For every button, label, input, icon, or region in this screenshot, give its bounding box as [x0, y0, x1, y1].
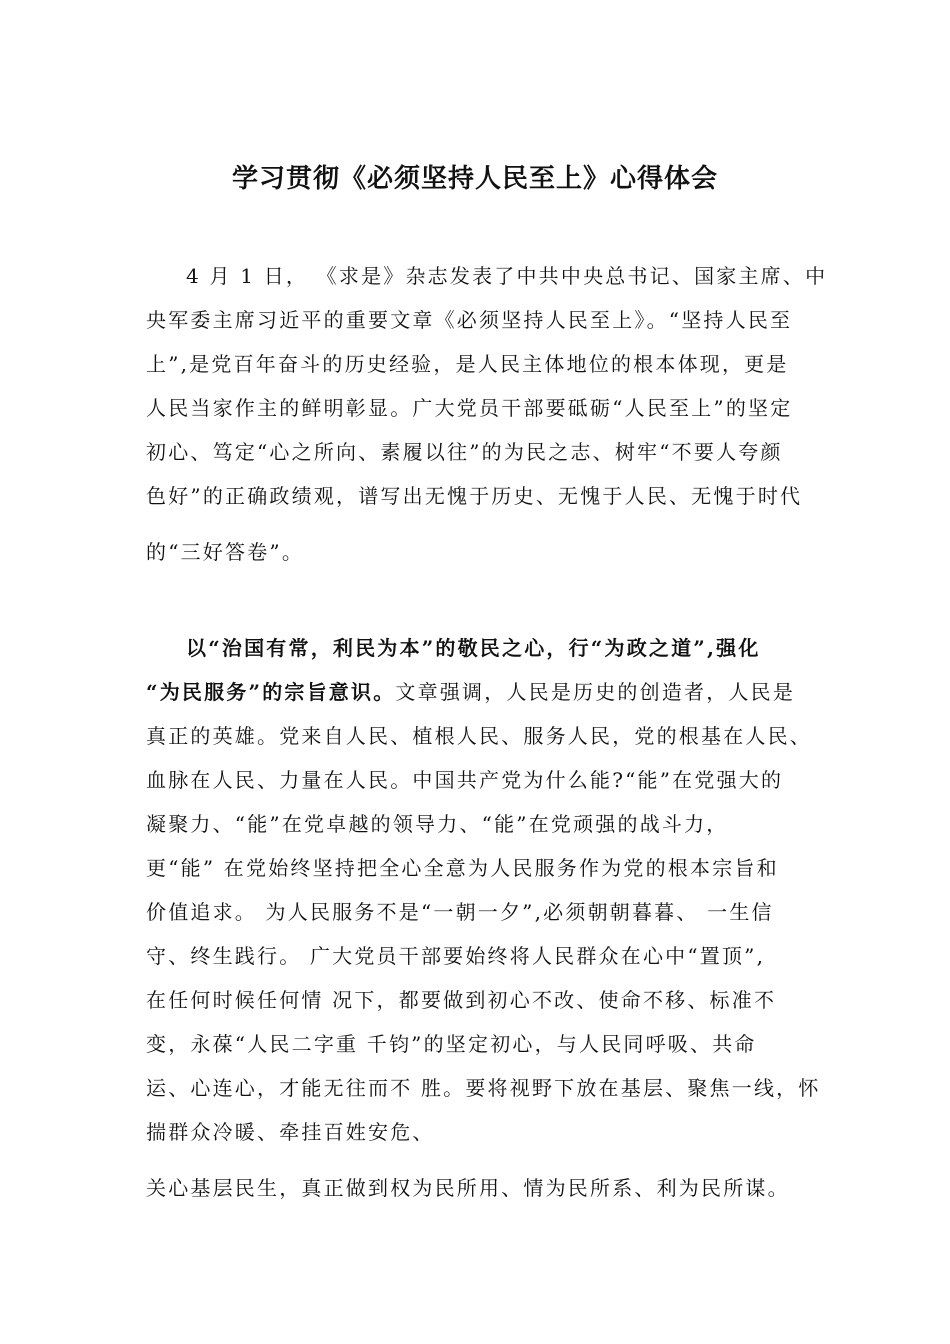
paragraph1-line-2: 央军委主席习近平的重要文章《必须坚持人民至上》。“坚持人民至	[146, 308, 793, 332]
paragraph1-line-6: 色好”的正确政绩观，谱写出无愧于历史、无愧于人民、无愧于时代	[146, 484, 803, 508]
paragraph2-line-13: 关心基层民生，真正做到权为民所用、情为民所系、利为民所谋。	[146, 1176, 790, 1200]
paragraph2-line-9: 在任何时候任何情 况下，都要做到初心不改、使命不移、标准不	[146, 988, 777, 1012]
paragraph2-line-8: 守、终生践行。 广大党员干部要始终将人民群众在心中“置顶”,	[146, 944, 766, 968]
paragraph2-line-5: 凝聚力、“能”在党卓越的领导力、“能”在党顽强的战斗力，	[146, 812, 729, 836]
paragraph2-heading-line-2: “为民服务”的宗旨意识。	[146, 680, 396, 704]
paragraph2-line-6: 更“能” 在党始终坚持把全心全意为人民服务作为党的根本宗旨和	[146, 856, 779, 880]
paragraph2-line-10: 变，永葆“人民二字重 千钧”的坚定初心，与人民同呼吸、共命	[146, 1032, 757, 1056]
paragraph2-line-11: 运、心连心，才能无往而不 胜。要将视野下放在基层、聚焦一线，怀	[146, 1076, 821, 1100]
paragraph2-line-2	[146, 678, 795, 706]
paragraph2-heading-line-1: 以“治国有常，利民为本”的敬民之心，行“为政之道”,强化	[186, 636, 761, 660]
paragraph1-line-4: 人民当家作主的鲜明彰显。广大党员干部要砥砺“人民至上”的坚定	[146, 396, 793, 420]
paragraph1-line-7: 的“三好答卷”。	[146, 540, 305, 564]
paragraph1-line-1: 4 月 1 日， 《求是》杂志发表了中共中央总书记、国家主席、中	[186, 264, 828, 288]
paragraph2-line-7: 价值追求。 为人民服务不是“一朝一夕”,必须朝朝暮暮、 一生信	[146, 900, 774, 924]
paragraph2-line-2-text: 文章强调，人民是历史的创造者，人民是	[395, 680, 796, 704]
paragraph1-line-5: 初心、笃定“心之所向、素履以往”的为民之志、树牢“不要人夸颜	[146, 440, 783, 464]
document-title: 学习贯彻《必须坚持人民至上》心得体会	[231, 164, 718, 194]
paragraph1-line-3: 上”,是党百年奋斗的历史经验，是人民主体地位的根本体现，更是	[146, 352, 789, 376]
paragraph2-line-12: 揣群众冷暖、牵挂百姓安危、	[146, 1120, 435, 1144]
paragraph2-line-4: 血脉在人民、力量在人民。中国共产党为什么能?“能”在党强大的	[146, 768, 784, 792]
paragraph2-line-3: 真正的英雄。党来自人民、植根人民、服务人民，党的根基在人民、	[146, 724, 812, 748]
